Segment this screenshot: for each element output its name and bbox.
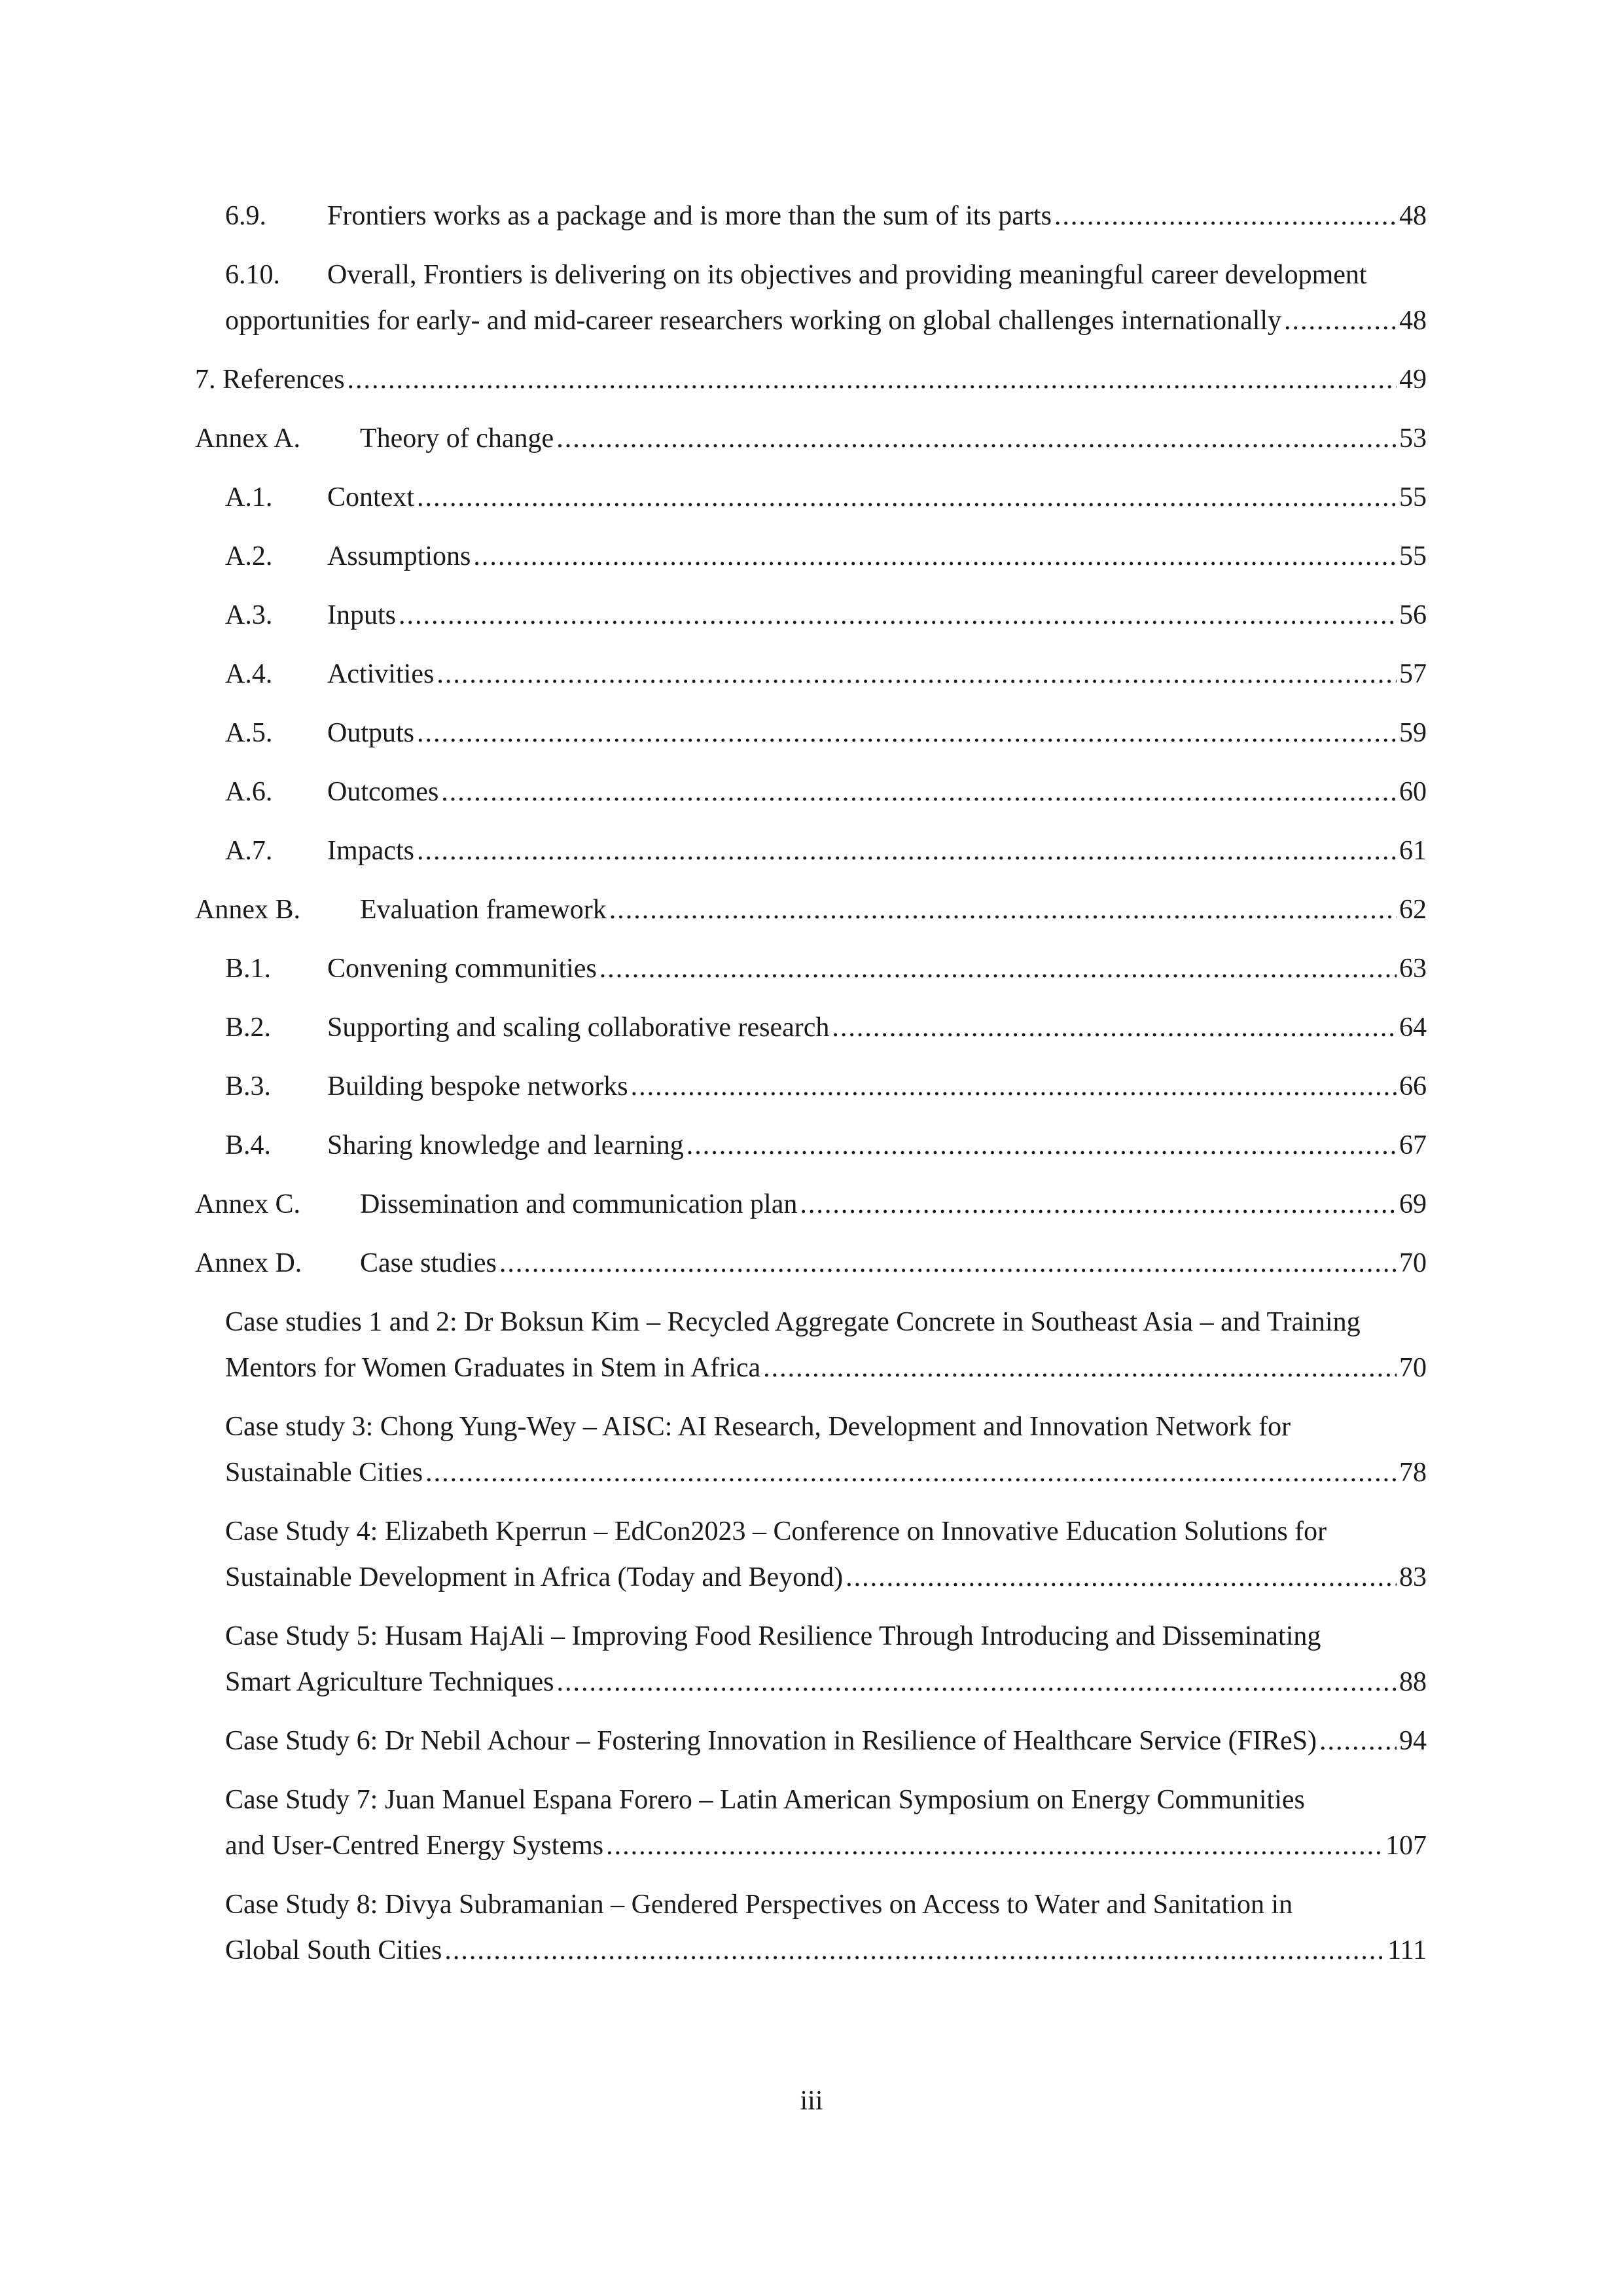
toc-entry-annex-c[interactable] [195,1181,1427,1227]
dot-leader [348,357,1397,403]
toc-entry-a-1[interactable] [225,475,1427,520]
toc-page-number: 48 [1399,306,1427,336]
toc-entry-title-continued: Sustainable Development in Africa (Today and Beyond) [225,1562,844,1592]
dot-leader [417,475,1397,520]
toc-entry-title: Sharing knowledge and learning [327,1130,684,1160]
toc-page-number: 64 [1399,1013,1427,1043]
toc-page-number: 55 [1399,541,1427,571]
dot-leader [425,1450,1397,1496]
toc-entry-title: Convening communities [327,954,597,984]
toc-entry-case-studies-1-2[interactable] [225,1299,1427,1391]
dot-leader [609,887,1397,933]
toc-entry-title: Case Study 6: Dr Nebil Achour – Fostering Innovation in Resilience of Healthcare Service (FIReS) [225,1726,1317,1756]
toc-entry-title-continued: opportunities for early- and mid-career researchers working on global challenges internationally [225,306,1282,336]
toc-entry-number: A.5. [225,718,273,748]
toc-entry-title-continued: Smart Agriculture Techniques [225,1667,554,1697]
dot-leader [473,533,1397,579]
toc-entry-title: Case Study 5: Husam HajAli – Improving Food Resilience Through Introducing and Disseminating [225,1621,1321,1651]
toc-entry-title: 7. References [195,365,345,395]
toc-page-number: 57 [1399,659,1427,689]
toc-entry-b-3[interactable] [225,1064,1427,1109]
toc-entry-title-continued: Mentors for Women Graduates in Stem in Africa [225,1353,761,1383]
dot-leader [687,1122,1397,1168]
dot-leader [599,946,1397,992]
toc-entry-title: Impacts [327,836,414,866]
toc-entry-6-10[interactable] [225,252,1427,344]
toc-entry-annex-d[interactable] [195,1240,1427,1286]
toc-entry-title: Frontiers works as a package and is more than the sum of its parts [327,201,1052,231]
toc-page-number: 94 [1399,1726,1427,1756]
toc-entry-case-study-7[interactable] [225,1777,1427,1869]
toc-entry-title: Building bespoke networks [327,1071,628,1102]
dot-leader [846,1554,1397,1600]
dot-leader [417,828,1397,874]
toc-page-number: 111 [1387,1935,1427,1965]
dot-leader [417,710,1397,756]
dot-leader [763,1345,1397,1391]
toc-entry-title-continued: Sustainable Cities [225,1458,423,1488]
toc-entry-title-continued: Global South Cities [225,1935,442,1965]
toc-entry-title: Assumptions [327,541,471,571]
dot-leader [399,592,1397,638]
toc-entry-number: B.4. [225,1130,272,1160]
toc-page-number: 61 [1399,836,1427,866]
toc-page-number: 53 [1399,423,1427,454]
toc-page-number: 70 [1399,1353,1427,1383]
toc-entry-number: A.6. [225,777,273,807]
toc-entry-a-6[interactable] [225,769,1427,815]
toc-entry-number: B.3. [225,1071,272,1102]
toc-entry-a-4[interactable] [225,651,1427,697]
toc-entry-a-7[interactable] [225,828,1427,874]
dot-leader [556,416,1397,461]
toc-entry-number: Annex D. [195,1248,302,1278]
dot-leader [1319,1718,1397,1764]
toc-entry-title: Supporting and scaling collaborative research [327,1013,830,1043]
toc-page-number: 78 [1399,1458,1427,1488]
toc-entry-number: 6.10. [225,260,280,290]
toc-page-number: 107 [1385,1831,1427,1861]
toc-entry-title: Case Study 7: Juan Manuel Espana Forero – Latin American Symposium on Energy Communities [225,1785,1305,1815]
toc-entry-title: Outcomes [327,777,439,807]
toc-entry-references[interactable] [195,357,1427,403]
toc-entry-case-study-5[interactable] [225,1613,1427,1705]
toc-page-number: 49 [1399,365,1427,395]
toc-entry-b-1[interactable] [225,946,1427,992]
toc-page-number: 70 [1399,1248,1427,1278]
toc-entry-annex-b[interactable] [195,887,1427,933]
toc-page-number: 60 [1399,777,1427,807]
toc-entry-number: B.1. [225,954,272,984]
toc-entry-case-study-4[interactable] [225,1509,1427,1600]
toc-entry-a-2[interactable] [225,533,1427,579]
dot-leader [1284,298,1397,344]
toc-entry-a-5[interactable] [225,710,1427,756]
toc-entry-title: Activities [327,659,435,689]
toc-entry-number: A.1. [225,482,273,512]
toc-page-number: 56 [1399,600,1427,630]
toc-entry-title: Overall, Frontiers is delivering on its objectives and providing meaningful career development [327,260,1367,290]
toc-entry-title: Case Study 8: Divya Subramanian – Gendered Perspectives on Access to Water and Sanitation in [225,1890,1293,1920]
toc-page-number: 63 [1399,954,1427,984]
toc-entry-title: Outputs [327,718,415,748]
toc-entry-case-study-6[interactable] [225,1718,1427,1764]
toc-entry-b-2[interactable] [225,1005,1427,1050]
toc-page-number: 55 [1399,482,1427,512]
toc-entry-title: Case studies [360,1248,497,1278]
toc-entry-number: 6.9. [225,201,266,231]
dot-leader [800,1181,1397,1227]
toc-entry-number: A.2. [225,541,273,571]
toc-entry-number: A.4. [225,659,273,689]
toc-entry-title: Evaluation framework [360,895,607,925]
toc-entry-title: Theory of change [360,423,554,454]
toc-entry-title: Case studies 1 and 2: Dr Boksun Kim – Recycled Aggregate Concrete in Southeast Asia – and Training [225,1307,1361,1337]
toc-entry-number: Annex C. [195,1189,300,1219]
toc-entry-title-continued: and User-Centred Energy Systems [225,1831,604,1861]
toc-entry-title: Case Study 4: Elizabeth Kperrun – EdCon2023 – Conference on Innovative Education Solutions for [225,1516,1327,1547]
page-footer-number: iii [800,2086,823,2116]
toc-page-number: 88 [1399,1667,1427,1697]
toc-entry-title: Inputs [327,600,396,630]
toc-entry-number: B.2. [225,1013,272,1043]
dot-leader [631,1064,1397,1109]
dot-leader [499,1240,1397,1286]
toc-entry-annex-a[interactable] [195,416,1427,461]
toc-page-number: 83 [1399,1562,1427,1592]
dot-leader [606,1823,1383,1869]
toc-entry-case-study-3[interactable] [225,1404,1427,1496]
toc-page-number: 48 [1399,201,1427,231]
dot-leader [1054,193,1397,239]
dot-leader [444,1928,1385,1973]
toc-page-number: 69 [1399,1189,1427,1219]
dot-leader [832,1005,1397,1050]
toc-entry-title: Dissemination and communication plan [360,1189,798,1219]
toc-entry-title: Context [327,482,414,512]
toc-page-number: 66 [1399,1071,1427,1102]
dot-leader [441,769,1397,815]
toc-entry-number: Annex B. [195,895,300,925]
toc-entry-number: A.3. [225,600,273,630]
toc-entry-number: A.7. [225,836,273,866]
toc-page-number: 62 [1399,895,1427,925]
dot-leader [437,651,1397,697]
toc-page-number: 67 [1399,1130,1427,1160]
toc-entry-number: Annex A. [195,423,300,454]
toc-entry-case-study-8[interactable] [225,1882,1427,1973]
toc-entry-a-3[interactable] [225,592,1427,638]
toc-page-number: 59 [1399,718,1427,748]
toc-entry-title: Case study 3: Chong Yung-Wey – AISC: AI Research, Development and Innovation Network for [225,1412,1291,1442]
toc-entry-b-4[interactable] [225,1122,1427,1168]
dot-leader [557,1659,1397,1705]
toc-entry-6-9[interactable] [225,193,1427,239]
